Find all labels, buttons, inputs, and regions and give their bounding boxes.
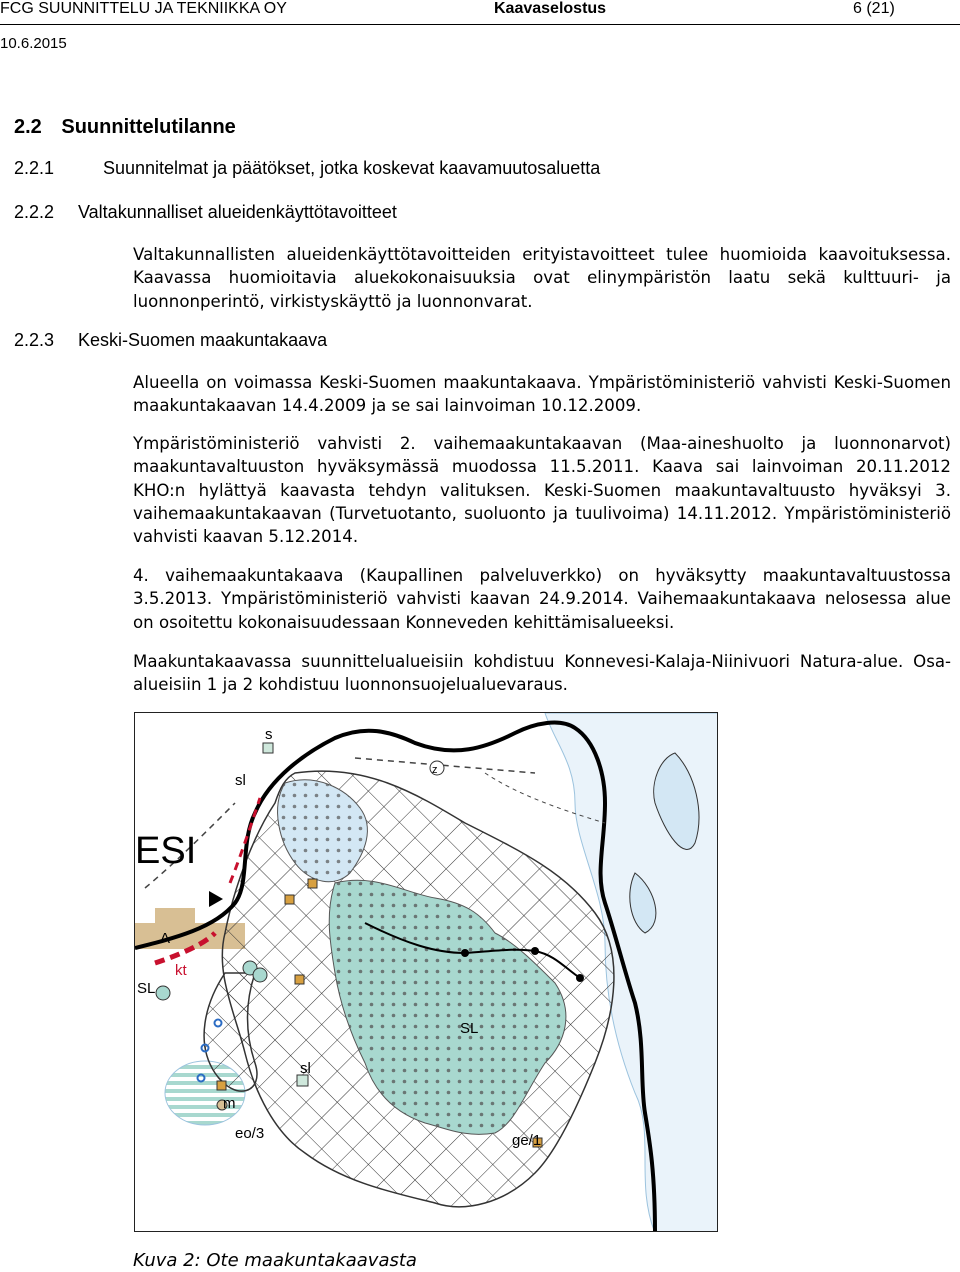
paragraph-3: Ympäristöministeriö vahvisti 2. vaihemaakuntakaavan (Maa-aineshuolto ja luonnonarvot) maakuntavaltuuston hyväksymässä muodossa 11.5.2011. Kaava sai lainvoiman 20.11.2012 KHO:n hylättyä kaavasta tehdyn valituksen. Keski-Suomen maakuntavaltuusto hyväksyi 3. vaihemaakuntakaavan (Turvetuotanto, suoluonto ja tuulivoima) 14.11.2012. Ympäristöministeriö vahvisti kaavan 5.12.2014. xyxy=(133,434,951,547)
map-label-sl-top: sl xyxy=(235,772,246,789)
symbol-square xyxy=(217,1081,226,1090)
symbol-square xyxy=(263,743,273,753)
map-label-m: m xyxy=(223,1095,236,1112)
symbol-square xyxy=(295,975,304,984)
symbol-square xyxy=(308,879,317,888)
symbol-circle xyxy=(156,986,170,1000)
subsection-title: Valtakunnalliset alueidenkäyttötavoitteet xyxy=(78,202,397,222)
map-label-sl-center: SL xyxy=(460,1020,479,1037)
subsection-number: 2.2.3 xyxy=(14,330,55,350)
symbol-square xyxy=(285,895,294,904)
map-label-sl-left: SL xyxy=(137,980,156,997)
map-label-s: s xyxy=(265,726,273,743)
map-label-kt: kt xyxy=(175,962,187,979)
map-label-eo3: eo/3 xyxy=(235,1125,265,1142)
subsection-number: 2.2.1 xyxy=(14,158,55,178)
map-label-z: z xyxy=(432,764,438,776)
header-document-type: Kaavaselostus xyxy=(494,0,607,17)
subsection-title: Keski-Suomen maakuntakaava xyxy=(78,330,328,350)
subsection-number: 2.2.2 xyxy=(14,202,55,222)
paragraph-4: 4. vaihemaakuntakaava (Kaupallinen palveluverkko) on hyväksytty maakuntavaltuustossa 3.5.2013. Ympäristöministeriö vahvisti kaavan 24.9.2014. Vaihemaakuntakaava nelosessa alue on osoitettu kokonaisuudessaan Konneveden kehittämisalueeksi. xyxy=(133,566,951,632)
trail-node xyxy=(461,949,469,957)
header-date: 10.6.2015 xyxy=(0,35,67,52)
map-label-esi: ESI xyxy=(135,830,197,872)
map-svg xyxy=(135,713,718,1232)
settlement-area xyxy=(155,908,195,928)
paragraph-2: Alueella on voimassa Keski-Suomen maakuntakaava. Ympäristöministeriö vahvisti Keski-Suomen maakuntakaavan 14.4.2009 ja se sai lainvoiman 10.12.2009. xyxy=(133,373,951,416)
map-label-sl-small: sl xyxy=(300,1060,311,1077)
trail-node xyxy=(576,974,584,982)
header-rule xyxy=(0,24,960,25)
header-organization: FCG SUUNNITTELU JA TEKNIIKKA OY xyxy=(0,0,287,17)
header-page-number: 6 (21) xyxy=(853,0,895,17)
subsection-title: Suunnitelmat ja päätökset, jotka koskevat kaavamuutosaluetta xyxy=(103,158,601,178)
section-number: 2.2 xyxy=(14,116,42,138)
figure-caption: Kuva 2: Ote maakuntakaavasta xyxy=(133,1250,417,1271)
section-title: Suunnittelutilanne xyxy=(61,116,236,138)
paragraph-1: Valtakunnallisten alueidenkäyttötavoitteiden erityistavoitteet tulee huomioida kaavoituksessa. Kaavassa huomioitavia aluekokonaisuuksia ovat elinympäristön laatu sekä kulttuuri- ja luonnonperintö, virkistyskäyttö ja luonnonvarat. xyxy=(133,245,951,311)
trail-node xyxy=(531,947,539,955)
regional-plan-map xyxy=(134,712,718,1232)
symbol-arrow xyxy=(209,891,223,907)
map-label-ge1: ge/1 xyxy=(512,1132,542,1149)
map-label-a: A xyxy=(160,930,171,947)
symbol-circle xyxy=(253,968,267,982)
section-heading xyxy=(14,116,236,139)
paragraph-5: Maakuntakaavassa suunnittelualueisiin kohdistuu Konnevesi-Kalaja-Niinivuori Natura-alue. Osa-alueisiin 1 ja 2 kohdistuu luonnonsuojelualuevaraus. xyxy=(133,652,951,695)
boundary-dashed xyxy=(355,758,535,773)
